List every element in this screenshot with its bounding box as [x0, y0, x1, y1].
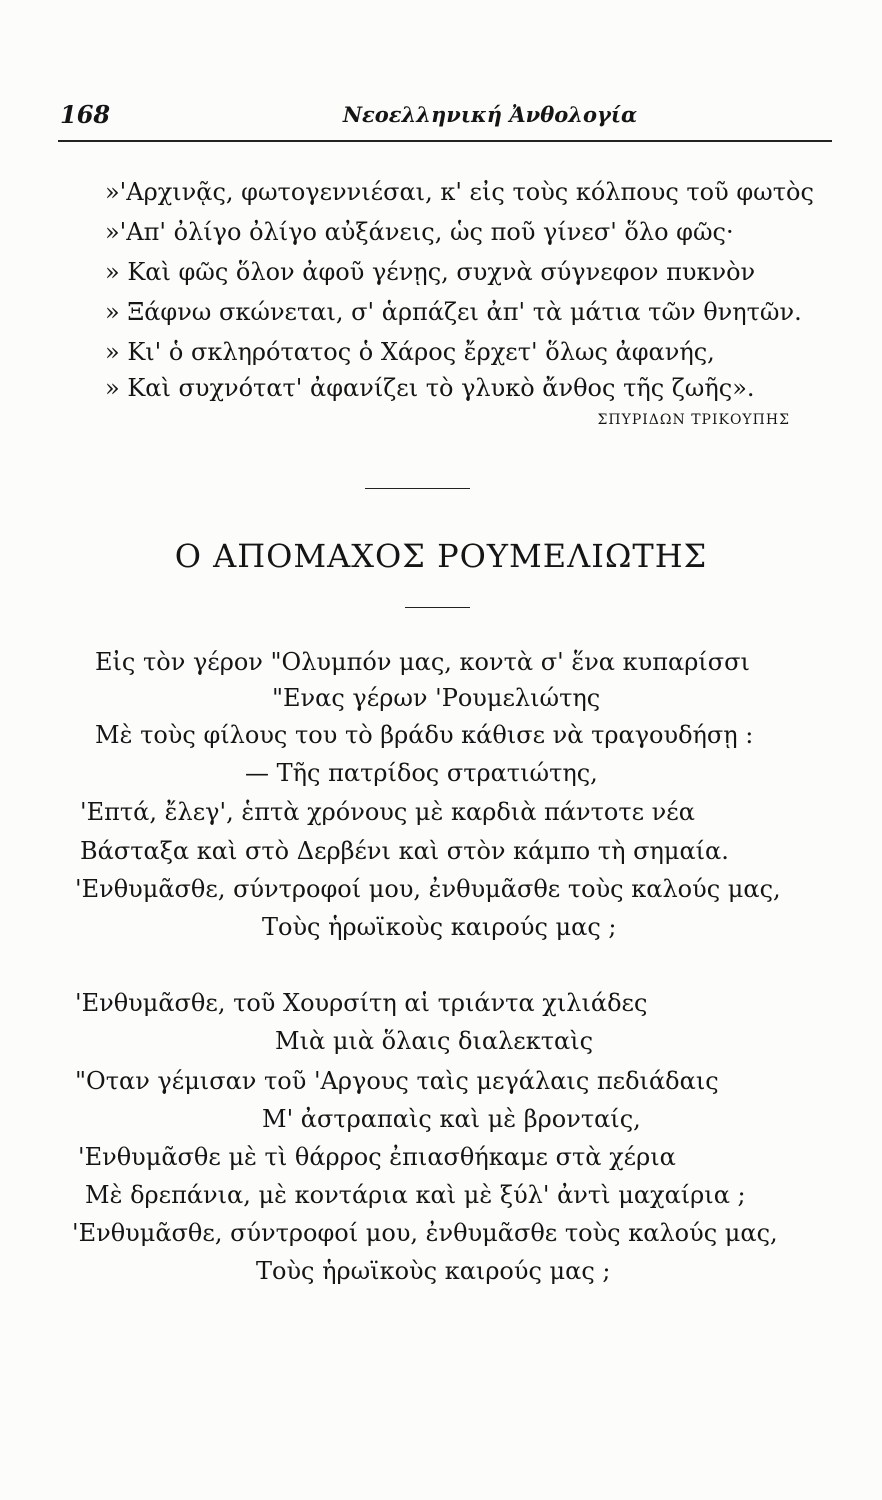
page-header	[60, 100, 830, 130]
poem-line: Μ' ἀστραπαὶς καὶ μὲ βρονταίς,	[262, 1105, 641, 1133]
poem-line: 'Επτά, ἔλεγ', ἑπτὰ χρόνους μὲ καρδιὰ πάντοτε νέα	[80, 798, 695, 826]
poem-line: Μὲ δρεπάνια, μὲ κοντάρια καὶ μὲ ξύλ' ἀντὶ μαχαίρια ;	[85, 1181, 746, 1209]
poem-line: "Ενας γέρων 'Ρουμελιώτης	[272, 684, 601, 712]
page-number: 168	[60, 100, 111, 129]
author-signature: ΣΠΥΡΙΔΩΝ ΤΡΙΚΟΥΠΗΣ	[597, 412, 790, 428]
poem-line: "Οταν γέμισαν τοῦ 'Αργους ταὶς μεγάλαις πεδιάδαις	[75, 1067, 719, 1095]
poem-line: — Τῆς πατρίδος στρατιώτης,	[245, 759, 598, 787]
poem-line: Βάσταξα καὶ στὸ Δερβένι καὶ στὸν κάμπο τὴ σημαία.	[80, 837, 729, 865]
running-title: Νεοελληνική Ἀνθολογία	[342, 102, 638, 127]
poem-line: Μὲ τοὺς φίλους του τὸ βράδυ κάθισε νὰ τραγουδήσῃ :	[95, 721, 754, 749]
poem-line: Εἰς τὸν γέρον "Ολυμπόν μας, κοντὰ σ' ἕνα κυπαρίσσι	[95, 648, 750, 676]
poem-line: »'Αρχινᾷς, φωτογεννιέσαι, κ' εἰς τοὺς κόλπους τοῦ φωτὸς	[105, 178, 814, 206]
poem-line: Μιὰ μιὰ ὅλαις διαλεκταὶς	[275, 1027, 594, 1055]
title-divider	[405, 607, 470, 608]
header-rule	[58, 140, 832, 142]
poem-line: » Κι' ὁ σκληρότατος ὁ Χάρος ἔρχετ' ὅλως ἀφανής,	[105, 338, 715, 366]
poem-line: 'Ενθυμᾶσθε, σύντροφοί μου, ἐνθυμᾶσθε τοὺς καλούς μας,	[75, 875, 781, 903]
poem-line: » Καὶ συχνότατ' ἀφανίζει τὸ γλυκὸ ἄνθος τῆς ζωῆς».	[105, 374, 755, 402]
poem-line: Τοὺς ἡρωϊκοὺς καιρούς μας ;	[262, 913, 617, 941]
poem-line: » Καὶ φῶς ὅλον ἀφοῦ γένῃς, συχνὰ σύγνεφον πυκνὸν	[105, 258, 756, 286]
poem-line: Τοὺς ἡρωϊκοὺς καιρούς μας ;	[256, 1257, 611, 1285]
poem-line: »'Απ' ὀλίγο ὀλίγο αὐξάνεις, ὡς ποῦ γίνεσ' ὅλο φῶς·	[105, 218, 734, 246]
poem-line: 'Ενθυμᾶσθε, τοῦ Χουρσίτη αἱ τριάντα χιλιάδες	[75, 989, 648, 1017]
poem-line: » Ξάφνω σκώνεται, σ' ἁρπάζει ἀπ' τὰ μάτια τῶν θνητῶν.	[105, 298, 802, 326]
poem-line: 'Ενθυμᾶσθε, σύντροφοί μου, ἐνθυμᾶσθε τοὺς καλούς μας,	[72, 1219, 778, 1247]
poem-title: Ο ΑΠΟΜΑΧΟΣ ΡΟΥΜΕΛΙΩΤΗΣ	[174, 537, 708, 575]
section-divider	[365, 488, 470, 489]
poem-line: 'Ενθυμᾶσθε μὲ τὶ θάρρος ἐπιασθήκαμε στὰ χέρια	[78, 1143, 676, 1171]
